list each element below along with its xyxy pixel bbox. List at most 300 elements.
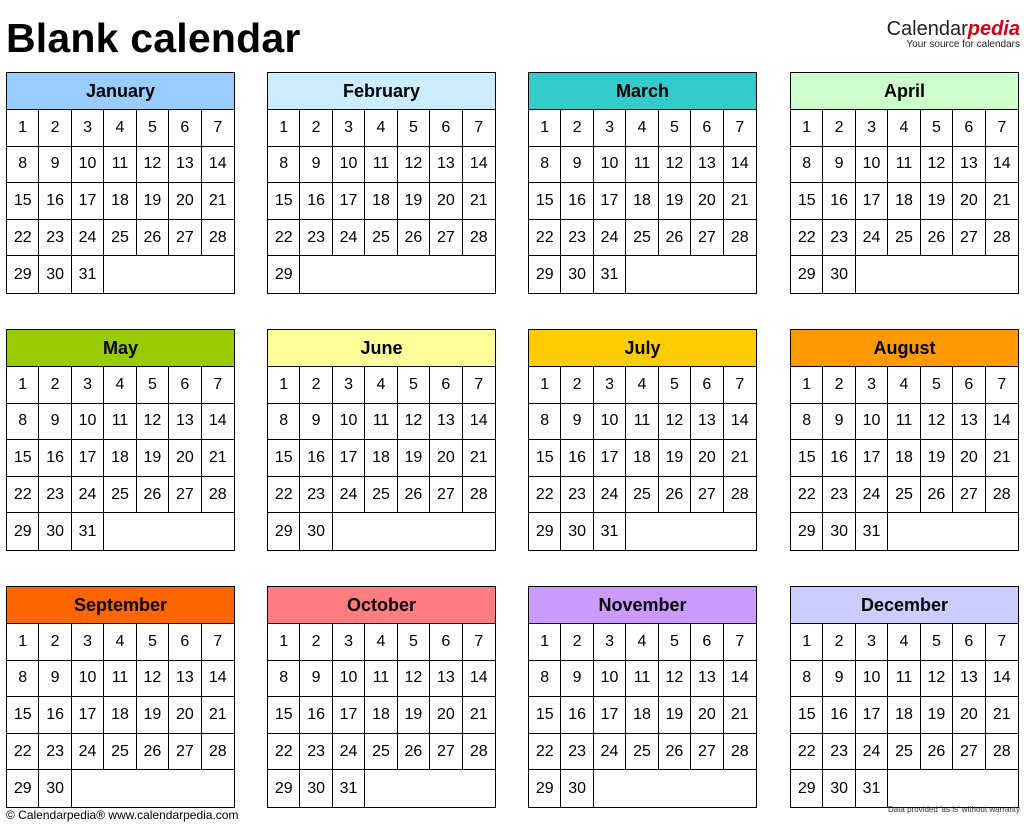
day-cell: 4 (626, 367, 658, 404)
day-cell: 14 (202, 661, 234, 698)
day-cell: 30 (300, 513, 332, 550)
day-cell: 23 (561, 477, 593, 514)
day-cell: 10 (856, 404, 888, 441)
day-cell: 27 (430, 734, 462, 771)
day-cell: 20 (691, 183, 723, 220)
day-cell: 9 (823, 661, 855, 698)
day-cell: 29 (7, 256, 39, 293)
day-cell: 30 (300, 770, 332, 807)
day-cell: 16 (300, 183, 332, 220)
day-cell: 14 (986, 147, 1018, 184)
day-cell: 21 (724, 440, 756, 477)
day-cell: 13 (430, 661, 462, 698)
day-cell: 18 (365, 440, 397, 477)
day-cell: 28 (463, 220, 495, 257)
day-cell: 28 (463, 477, 495, 514)
day-cell: 18 (888, 697, 920, 734)
day-cell: 6 (169, 110, 201, 147)
day-cell: 9 (300, 147, 332, 184)
footer-copyright: © Calendarpedia® www.calendarpedia.com (6, 808, 239, 822)
empty-cell (626, 256, 756, 293)
day-cell: 3 (72, 624, 104, 661)
day-cell: 30 (39, 513, 71, 550)
day-cell: 19 (659, 440, 691, 477)
day-cell: 26 (137, 734, 169, 771)
brand-logo[interactable] (887, 19, 1020, 50)
empty-cell (626, 513, 756, 550)
day-cell: 22 (529, 220, 561, 257)
day-cell: 19 (137, 697, 169, 734)
day-cell: 18 (626, 697, 658, 734)
day-cell: 18 (104, 440, 136, 477)
day-cell: 13 (169, 404, 201, 441)
day-cell: 13 (430, 404, 462, 441)
day-cell: 18 (104, 697, 136, 734)
day-cell: 23 (39, 734, 71, 771)
day-cell: 29 (7, 770, 39, 807)
day-cell: 3 (856, 367, 888, 404)
day-cell: 26 (137, 220, 169, 257)
day-cell: 8 (529, 661, 561, 698)
month-april (790, 72, 1019, 294)
day-cell: 1 (7, 110, 39, 147)
day-cell: 19 (659, 183, 691, 220)
day-cell: 18 (104, 183, 136, 220)
day-cell: 29 (791, 770, 823, 807)
day-cell: 13 (169, 147, 201, 184)
day-cell: 21 (463, 183, 495, 220)
day-cell: 28 (986, 734, 1018, 771)
day-cell: 3 (594, 110, 626, 147)
day-cell: 1 (268, 367, 300, 404)
empty-cell (888, 513, 1018, 550)
day-cell: 10 (72, 661, 104, 698)
day-cell: 15 (529, 697, 561, 734)
day-cell: 5 (659, 367, 691, 404)
month-march (528, 72, 757, 294)
month-header: July (529, 330, 756, 367)
day-cell: 8 (7, 404, 39, 441)
empty-cell (888, 770, 1018, 807)
day-cell: 1 (7, 367, 39, 404)
day-cell: 7 (202, 624, 234, 661)
day-cell: 7 (724, 367, 756, 404)
day-cell: 15 (268, 183, 300, 220)
day-cell: 30 (39, 770, 71, 807)
day-cell: 28 (986, 220, 1018, 257)
day-cell: 27 (953, 220, 985, 257)
month-october (267, 586, 496, 808)
day-cell: 10 (72, 147, 104, 184)
day-cell: 9 (300, 661, 332, 698)
day-cell: 15 (268, 440, 300, 477)
day-cell: 1 (268, 624, 300, 661)
day-cell: 8 (529, 404, 561, 441)
day-cell: 6 (691, 624, 723, 661)
day-cell: 13 (691, 661, 723, 698)
day-cell: 2 (39, 624, 71, 661)
day-cell: 20 (953, 440, 985, 477)
day-cell: 25 (365, 734, 397, 771)
day-cell: 20 (691, 440, 723, 477)
day-cell: 7 (463, 367, 495, 404)
day-cell: 11 (365, 147, 397, 184)
day-cell: 6 (169, 624, 201, 661)
empty-cell (72, 770, 234, 807)
day-cell: 21 (986, 183, 1018, 220)
footer-disclaimer: Data provided 'as is' without warranty (887, 805, 1020, 814)
day-cell: 13 (691, 404, 723, 441)
day-cell: 26 (398, 220, 430, 257)
day-cell: 5 (137, 367, 169, 404)
day-cell: 23 (823, 477, 855, 514)
day-cell: 9 (39, 404, 71, 441)
day-cell: 4 (626, 624, 658, 661)
day-cell: 9 (561, 147, 593, 184)
day-cell: 10 (856, 661, 888, 698)
day-cell: 5 (659, 624, 691, 661)
day-cell: 5 (921, 624, 953, 661)
day-cell: 1 (791, 367, 823, 404)
day-cell: 12 (921, 661, 953, 698)
day-cell: 4 (104, 367, 136, 404)
day-cell: 29 (529, 513, 561, 550)
day-cell: 12 (659, 404, 691, 441)
day-cell: 27 (953, 477, 985, 514)
day-cell: 19 (398, 697, 430, 734)
brand-tagline: Your source for calendars (906, 39, 1020, 50)
day-cell: 29 (791, 513, 823, 550)
day-cell: 17 (594, 183, 626, 220)
day-cell: 2 (823, 367, 855, 404)
day-cell: 22 (529, 477, 561, 514)
empty-cell (300, 256, 495, 293)
day-cell: 25 (365, 477, 397, 514)
day-cell: 2 (300, 367, 332, 404)
day-cell: 5 (659, 110, 691, 147)
day-cell: 26 (398, 477, 430, 514)
day-cell: 31 (856, 770, 888, 807)
day-cell: 31 (594, 513, 626, 550)
day-cell: 17 (856, 183, 888, 220)
day-cell: 25 (888, 734, 920, 771)
day-cell: 18 (626, 183, 658, 220)
day-cell: 20 (169, 183, 201, 220)
day-cell: 2 (561, 367, 593, 404)
day-cell: 6 (430, 624, 462, 661)
day-cell: 4 (104, 110, 136, 147)
day-cell: 22 (7, 734, 39, 771)
day-cell: 30 (39, 256, 71, 293)
day-cell: 12 (137, 404, 169, 441)
day-cell: 5 (137, 624, 169, 661)
brand-name-part2: pedia (967, 18, 1020, 40)
day-cell: 16 (823, 183, 855, 220)
day-cell: 16 (561, 697, 593, 734)
day-cell: 23 (300, 220, 332, 257)
day-cell: 20 (691, 697, 723, 734)
day-cell: 2 (561, 110, 593, 147)
day-cell: 28 (724, 477, 756, 514)
day-cell: 17 (72, 183, 104, 220)
day-cell: 28 (202, 477, 234, 514)
day-cell: 14 (202, 404, 234, 441)
day-cell: 3 (856, 624, 888, 661)
day-cell: 25 (104, 734, 136, 771)
day-cell: 6 (430, 110, 462, 147)
day-cell: 16 (39, 183, 71, 220)
day-cell: 30 (561, 513, 593, 550)
day-cell: 30 (561, 770, 593, 807)
day-cell: 3 (72, 110, 104, 147)
day-cell: 11 (626, 661, 658, 698)
day-cell: 17 (594, 697, 626, 734)
month-november (528, 586, 757, 808)
day-cell: 25 (626, 734, 658, 771)
day-cell: 20 (953, 697, 985, 734)
day-cell: 21 (724, 183, 756, 220)
day-cell: 12 (137, 661, 169, 698)
day-cell: 2 (823, 624, 855, 661)
day-cell: 13 (953, 147, 985, 184)
day-cell: 9 (300, 404, 332, 441)
day-cell: 8 (791, 147, 823, 184)
month-header: April (791, 73, 1018, 110)
day-cell: 24 (856, 734, 888, 771)
day-cell: 29 (268, 256, 300, 293)
day-cell: 9 (39, 147, 71, 184)
day-cell: 7 (202, 110, 234, 147)
day-cell: 2 (39, 110, 71, 147)
day-cell: 22 (529, 734, 561, 771)
day-cell: 18 (365, 183, 397, 220)
month-header: May (7, 330, 234, 367)
month-february (267, 72, 496, 294)
day-cell: 14 (463, 661, 495, 698)
day-cell: 14 (463, 147, 495, 184)
day-cell: 16 (823, 697, 855, 734)
day-cell: 10 (856, 147, 888, 184)
day-cell: 24 (333, 477, 365, 514)
day-cell: 23 (300, 734, 332, 771)
day-cell: 18 (888, 440, 920, 477)
day-cell: 23 (823, 734, 855, 771)
day-cell: 15 (791, 440, 823, 477)
day-cell: 26 (137, 477, 169, 514)
day-cell: 15 (529, 183, 561, 220)
day-cell: 16 (561, 440, 593, 477)
day-cell: 21 (463, 440, 495, 477)
day-cell: 30 (561, 256, 593, 293)
day-cell: 12 (137, 147, 169, 184)
empty-cell (365, 770, 495, 807)
day-cell: 23 (823, 220, 855, 257)
day-cell: 16 (823, 440, 855, 477)
month-august (790, 329, 1019, 551)
day-cell: 8 (268, 661, 300, 698)
day-cell: 29 (791, 256, 823, 293)
day-cell: 11 (104, 147, 136, 184)
day-cell: 4 (888, 624, 920, 661)
day-cell: 23 (39, 220, 71, 257)
day-cell: 19 (398, 440, 430, 477)
day-cell: 15 (7, 440, 39, 477)
day-cell: 30 (823, 770, 855, 807)
day-cell: 31 (856, 513, 888, 550)
month-header: November (529, 587, 756, 624)
day-cell: 24 (856, 477, 888, 514)
day-cell: 13 (953, 661, 985, 698)
day-cell: 11 (365, 661, 397, 698)
day-cell: 25 (104, 220, 136, 257)
day-cell: 17 (856, 440, 888, 477)
day-cell: 12 (659, 147, 691, 184)
day-cell: 8 (791, 404, 823, 441)
empty-cell (333, 513, 495, 550)
day-cell: 18 (365, 697, 397, 734)
page-title: Blank calendar (6, 15, 301, 61)
day-cell: 10 (333, 661, 365, 698)
day-cell: 1 (268, 110, 300, 147)
day-cell: 11 (888, 147, 920, 184)
day-cell: 16 (39, 440, 71, 477)
day-cell: 7 (724, 624, 756, 661)
day-cell: 13 (430, 147, 462, 184)
day-cell: 15 (529, 440, 561, 477)
day-cell: 8 (7, 147, 39, 184)
day-cell: 12 (921, 147, 953, 184)
month-header: December (791, 587, 1018, 624)
day-cell: 14 (724, 661, 756, 698)
day-cell: 22 (7, 220, 39, 257)
month-june (267, 329, 496, 551)
day-cell: 28 (724, 734, 756, 771)
day-cell: 12 (921, 404, 953, 441)
day-cell: 4 (365, 367, 397, 404)
day-cell: 28 (202, 734, 234, 771)
day-cell: 7 (986, 110, 1018, 147)
day-cell: 4 (888, 367, 920, 404)
day-cell: 12 (659, 661, 691, 698)
day-cell: 4 (365, 110, 397, 147)
day-cell: 20 (430, 697, 462, 734)
empty-cell (104, 513, 234, 550)
brand-name (887, 19, 1020, 39)
day-cell: 15 (268, 697, 300, 734)
day-cell: 22 (791, 734, 823, 771)
day-cell: 1 (791, 624, 823, 661)
day-cell: 5 (921, 110, 953, 147)
day-cell: 24 (72, 477, 104, 514)
day-cell: 4 (104, 624, 136, 661)
day-cell: 8 (268, 404, 300, 441)
day-cell: 10 (333, 147, 365, 184)
day-cell: 5 (137, 110, 169, 147)
day-cell: 19 (921, 697, 953, 734)
day-cell: 19 (921, 440, 953, 477)
day-cell: 14 (986, 404, 1018, 441)
day-cell: 25 (888, 220, 920, 257)
day-cell: 29 (529, 256, 561, 293)
day-cell: 21 (202, 697, 234, 734)
month-header: March (529, 73, 756, 110)
day-cell: 9 (823, 404, 855, 441)
day-cell: 11 (104, 404, 136, 441)
day-cell: 7 (463, 624, 495, 661)
day-cell: 27 (169, 477, 201, 514)
day-cell: 20 (169, 440, 201, 477)
empty-cell (104, 256, 234, 293)
day-cell: 5 (398, 624, 430, 661)
empty-cell (856, 256, 1018, 293)
day-cell: 1 (529, 110, 561, 147)
day-cell: 8 (268, 147, 300, 184)
month-header: February (268, 73, 495, 110)
day-cell: 23 (561, 734, 593, 771)
month-header: October (268, 587, 495, 624)
day-cell: 29 (7, 513, 39, 550)
day-cell: 24 (856, 220, 888, 257)
day-cell: 15 (791, 183, 823, 220)
day-cell: 17 (333, 440, 365, 477)
day-cell: 4 (888, 110, 920, 147)
day-cell: 25 (104, 477, 136, 514)
day-cell: 2 (561, 624, 593, 661)
day-cell: 19 (659, 697, 691, 734)
day-cell: 14 (724, 404, 756, 441)
day-cell: 3 (856, 110, 888, 147)
day-cell: 6 (430, 367, 462, 404)
month-july (528, 329, 757, 551)
day-cell: 24 (594, 477, 626, 514)
day-cell: 24 (594, 734, 626, 771)
day-cell: 17 (72, 440, 104, 477)
day-cell: 26 (921, 734, 953, 771)
month-header: June (268, 330, 495, 367)
month-december (790, 586, 1019, 808)
day-cell: 23 (561, 220, 593, 257)
day-cell: 1 (791, 110, 823, 147)
day-cell: 11 (365, 404, 397, 441)
day-cell: 22 (7, 477, 39, 514)
day-cell: 17 (594, 440, 626, 477)
day-cell: 12 (398, 147, 430, 184)
day-cell: 25 (626, 477, 658, 514)
day-cell: 14 (463, 404, 495, 441)
day-cell: 15 (7, 697, 39, 734)
day-cell: 8 (529, 147, 561, 184)
day-cell: 21 (724, 697, 756, 734)
day-cell: 8 (791, 661, 823, 698)
day-cell: 21 (986, 697, 1018, 734)
day-cell: 10 (594, 404, 626, 441)
day-cell: 11 (888, 404, 920, 441)
day-cell: 5 (398, 110, 430, 147)
day-cell: 15 (791, 697, 823, 734)
day-cell: 3 (333, 110, 365, 147)
day-cell: 9 (39, 661, 71, 698)
day-cell: 27 (430, 220, 462, 257)
day-cell: 16 (300, 440, 332, 477)
day-cell: 14 (724, 147, 756, 184)
day-cell: 2 (300, 110, 332, 147)
month-header: September (7, 587, 234, 624)
day-cell: 12 (398, 661, 430, 698)
day-cell: 19 (398, 183, 430, 220)
day-cell: 17 (72, 697, 104, 734)
day-cell: 9 (823, 147, 855, 184)
day-cell: 31 (72, 513, 104, 550)
